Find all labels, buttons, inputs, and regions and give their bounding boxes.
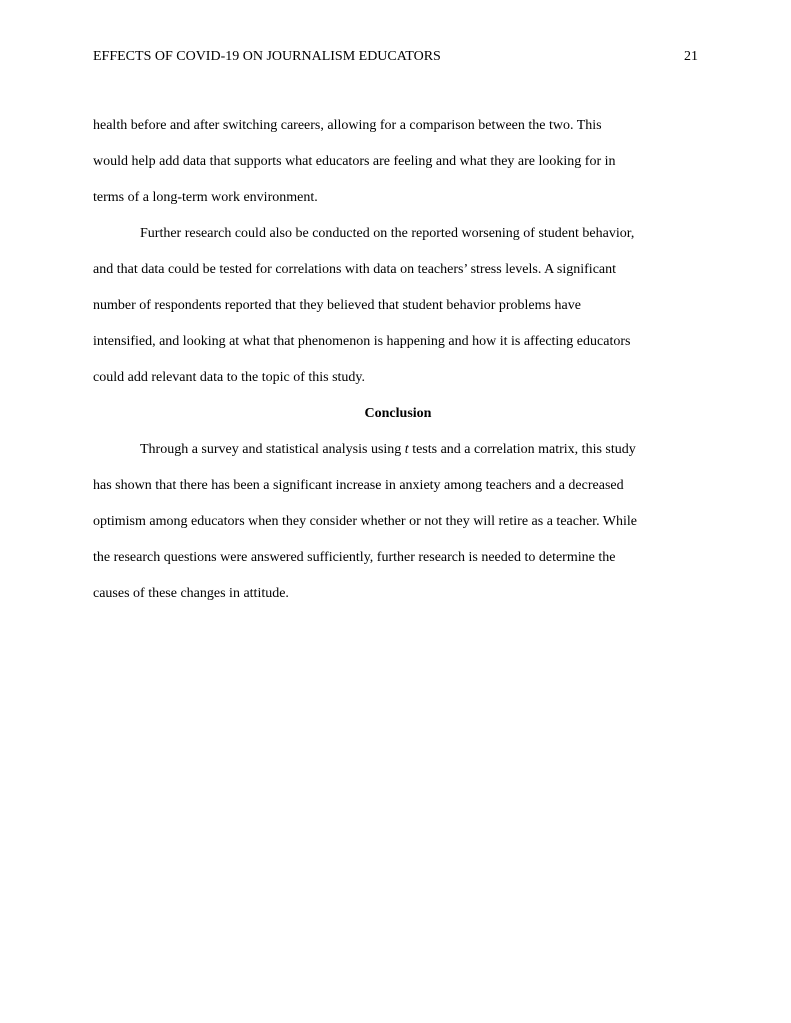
paragraph-line: causes of these changes in attitude.	[93, 586, 289, 601]
line-text: tests and a correlation matrix, this study	[408, 442, 636, 457]
paragraph-continued	[93, 108, 703, 216]
body-text	[93, 108, 703, 612]
paragraph-conclusion	[93, 432, 703, 612]
line-text: Through a survey and statistical analysis using	[140, 442, 405, 457]
running-head-title: EFFECTS OF COVID-19 ON JOURNALISM EDUCATORS	[93, 49, 441, 64]
paragraph-further-research	[93, 216, 703, 396]
paragraph-line	[93, 432, 703, 468]
paragraph-line: intensified, and looking at what that phenomenon is happening and how it is affecting educators	[93, 334, 631, 349]
paragraph-line: would help add data that supports what educators are feeling and what they are looking for in	[93, 154, 616, 169]
paragraph-line: terms of a long-term work environment.	[93, 190, 318, 205]
paragraph-line: optimism among educators when they consider whether or not they will retire as a teacher. While	[93, 514, 638, 529]
page-number: 21	[684, 49, 698, 64]
paragraph-line: number of respondents reported that they believed that student behavior problems have	[93, 298, 581, 313]
paragraph-line: could add relevant data to the topic of this study.	[93, 370, 366, 385]
paragraph-line: has shown that there has been a significant increase in anxiety among teachers and a decreased	[93, 478, 624, 493]
paragraph-line: Further research could also be conducted on the reported worsening of student behavior,	[140, 226, 635, 241]
paragraph-line: and that data could be tested for correlations with data on teachers’ stress levels. A significant	[93, 262, 617, 277]
section-heading-conclusion: Conclusion	[364, 406, 432, 421]
italic-statistic: t	[404, 442, 409, 457]
paragraph-line: health before and after switching careers, allowing for a comparison between the two. This	[93, 118, 602, 133]
running-head	[93, 47, 698, 67]
paragraph-line: the research questions were answered sufficiently, further research is needed to determine the	[93, 550, 616, 565]
